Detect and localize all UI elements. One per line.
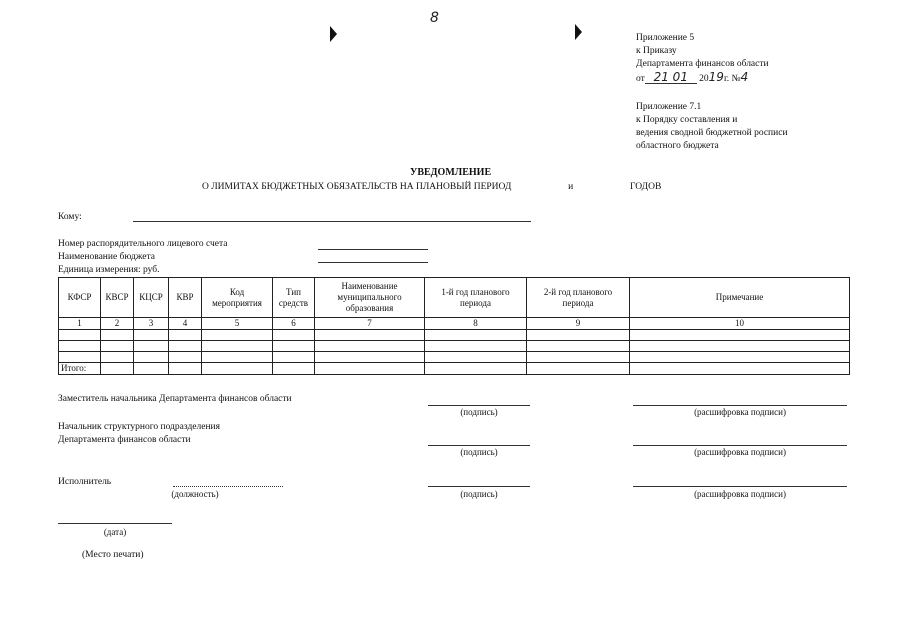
date-line[interactable] <box>58 523 172 524</box>
date-prefix: от <box>636 74 645 84</box>
deputy-decoding-line[interactable] <box>633 405 847 406</box>
appendix2-line-3: ведения сводной бюджетной росписи <box>636 128 788 138</box>
document-subtitle <box>202 181 661 193</box>
date-caption: (дата) <box>103 527 127 537</box>
col-number: 10 <box>630 318 850 330</box>
table-total-row <box>59 363 850 375</box>
deputy-label: Заместитель начальника Департамента финансов области <box>58 394 292 404</box>
head-decoding-line[interactable] <box>633 445 847 446</box>
head-decoding-caption: (расшифровка подписи) <box>694 447 786 457</box>
appendix2-line-4: областного бюджета <box>636 141 719 151</box>
executor-signature-line[interactable] <box>428 486 530 487</box>
appendix-date-line <box>636 71 748 85</box>
deputy-signature-line[interactable] <box>428 405 530 406</box>
to-label: Кому: <box>58 212 82 222</box>
date-handwritten: 21 01 <box>645 72 697 84</box>
header-kcsr: КЦСР <box>134 278 169 318</box>
table-header-row <box>59 278 850 318</box>
header-event-code: Код мероприятия <box>202 278 273 318</box>
head-signature-line[interactable] <box>428 445 530 446</box>
appendix2-line-2: к Порядку составления и <box>636 115 738 125</box>
number-handwritten: 4 <box>740 70 749 84</box>
punch-mark-left <box>330 26 337 42</box>
appendix2-line-1: Приложение 7.1 <box>636 102 702 112</box>
account-field-line[interactable] <box>318 249 428 250</box>
budget-field-line[interactable] <box>318 262 428 263</box>
year-prefix: 20 <box>699 74 709 84</box>
header-year-2: 2-й год планового периода <box>527 278 630 318</box>
appendix-line-2: к Приказу <box>636 46 677 56</box>
executor-signature-caption: (подпись) <box>460 489 498 499</box>
head-signature-caption: (подпись) <box>460 447 498 457</box>
page-number: 8 <box>430 10 439 26</box>
budget-label: Наименование бюджета <box>58 252 155 262</box>
executor-position-caption: (должность) <box>171 489 219 499</box>
head-label-line-1: Начальник структурного подразделения <box>58 422 220 432</box>
to-field-line[interactable] <box>133 221 531 222</box>
appendix-line-3: Департамента финансов области <box>636 59 769 69</box>
limits-table <box>58 277 850 375</box>
total-label: Итого: <box>59 363 101 375</box>
col-number: 5 <box>202 318 273 330</box>
col-number: 8 <box>425 318 527 330</box>
header-note: Примечание <box>630 278 850 318</box>
header-kfsr: КФСР <box>59 278 101 318</box>
punch-mark-right <box>575 24 582 40</box>
deputy-signature-caption: (подпись) <box>460 407 498 417</box>
executor-decoding-caption: (расшифровка подписи) <box>694 489 786 499</box>
header-municipality: Наименование муниципального образования <box>315 278 425 318</box>
table-row <box>59 352 850 363</box>
account-label: Номер распорядительного лицевого счета <box>58 239 228 249</box>
col-number: 2 <box>101 318 134 330</box>
executor-decoding-line[interactable] <box>633 486 847 487</box>
subtitle-end: ГОДОВ <box>629 182 662 192</box>
col-number: 3 <box>134 318 169 330</box>
col-number: 9 <box>527 318 630 330</box>
subtitle-main: О ЛИМИТАХ БЮДЖЕТНЫХ ОБЯЗАТЕЛЬСТВ НА ПЛАНОВЫЙ ПЕРИОД <box>202 182 512 192</box>
number-prefix: г. № <box>723 74 741 84</box>
executor-position-line[interactable] <box>173 486 283 487</box>
table-number-row <box>59 318 850 330</box>
stamp-place: (Место печати) <box>82 550 144 560</box>
unit-label: Единица измерения: руб. <box>58 265 160 275</box>
appendix-line-1: Приложение 5 <box>636 33 695 43</box>
col-number: 1 <box>59 318 101 330</box>
executor-label: Исполнитель <box>58 477 112 487</box>
subtitle-and: и <box>568 182 574 192</box>
col-number: 4 <box>169 318 202 330</box>
head-label-line-2: Департамента финансов области <box>58 435 191 445</box>
header-funds-type: Тип средств <box>273 278 315 318</box>
table-row <box>59 330 850 341</box>
year-handwritten: 19 <box>708 70 724 84</box>
document-title: УВЕДОМЛЕНИЕ <box>410 167 492 178</box>
header-kvr: КВР <box>169 278 202 318</box>
col-number: 6 <box>273 318 315 330</box>
col-number: 7 <box>315 318 425 330</box>
table-row <box>59 341 850 352</box>
header-kvsr: КВСР <box>101 278 134 318</box>
header-year-1: 1-й год планового периода <box>425 278 527 318</box>
deputy-decoding-caption: (расшифровка подписи) <box>694 407 786 417</box>
